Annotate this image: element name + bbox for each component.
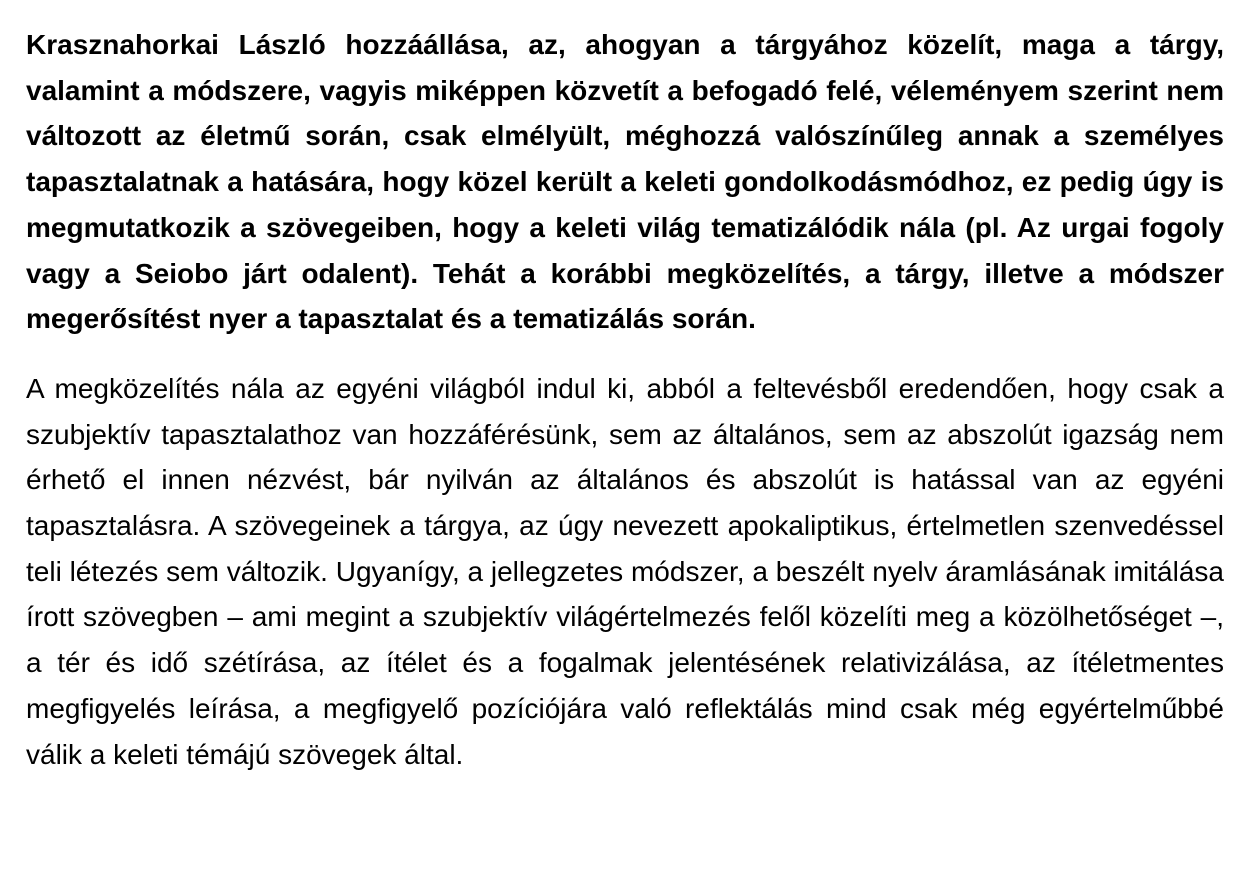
body-paragraph: A megközelítés nála az egyéni világból indul ki, abból a feltevésből eredendően, hogy csak a szubjektív tapasztalathoz van hozzáférésünk, sem az általános, sem az abszolút igazság nem érhető el innen nézvést, bár nyilván az általános és abszolút is hatással van az egyéni tapasztalásra. A szövegeinek a tárgya, az úgy nevezett apokaliptikus, értelmetlen szenvedéssel teli létezés sem változik. Ugyanígy, a jellegzetes módszer, a beszélt nyelv áramlásának imitálása írott szövegben – ami megint a szubjektív világértelmezés felől közelíti meg a közölhetőséget –, a tér és idő szétírása, az ítélet és a fogalmak jelentésének relativizálása, az ítéletmentes megfigyelés leírása, a megfigyelő pozíciójára való reflektálás mind csak még egyértelműbbé válik a keleti témájú szövegek által. bbox=[26, 372, 1224, 770]
bold-paragraph: Krasznahorkai László hozzáállása, az, ahogyan a tárgyához közelít, maga a tárgy, valamint a módszere, vagyis miképpen közvetít a befogadó felé, véleményem szerint nem változott az életmű során, csak elmélyült, méghozzá valószínűleg annak a személyes tapasztalatnak a hatására, hogy közel került a keleti gondolkodásmódhoz, ez pedig úgy is megmutatkozik a szövegeiben, hogy a keleti világ tematizálódik nála (pl. Az urgai fogoly vagy a Seiobo járt odalent). Tehát a korábbi megközelítés, a tárgy, illetve a módszer megerősítést nyer a tapasztalat és a tematizálás során. bbox=[26, 29, 1224, 335]
document-body bbox=[26, 22, 1224, 777]
